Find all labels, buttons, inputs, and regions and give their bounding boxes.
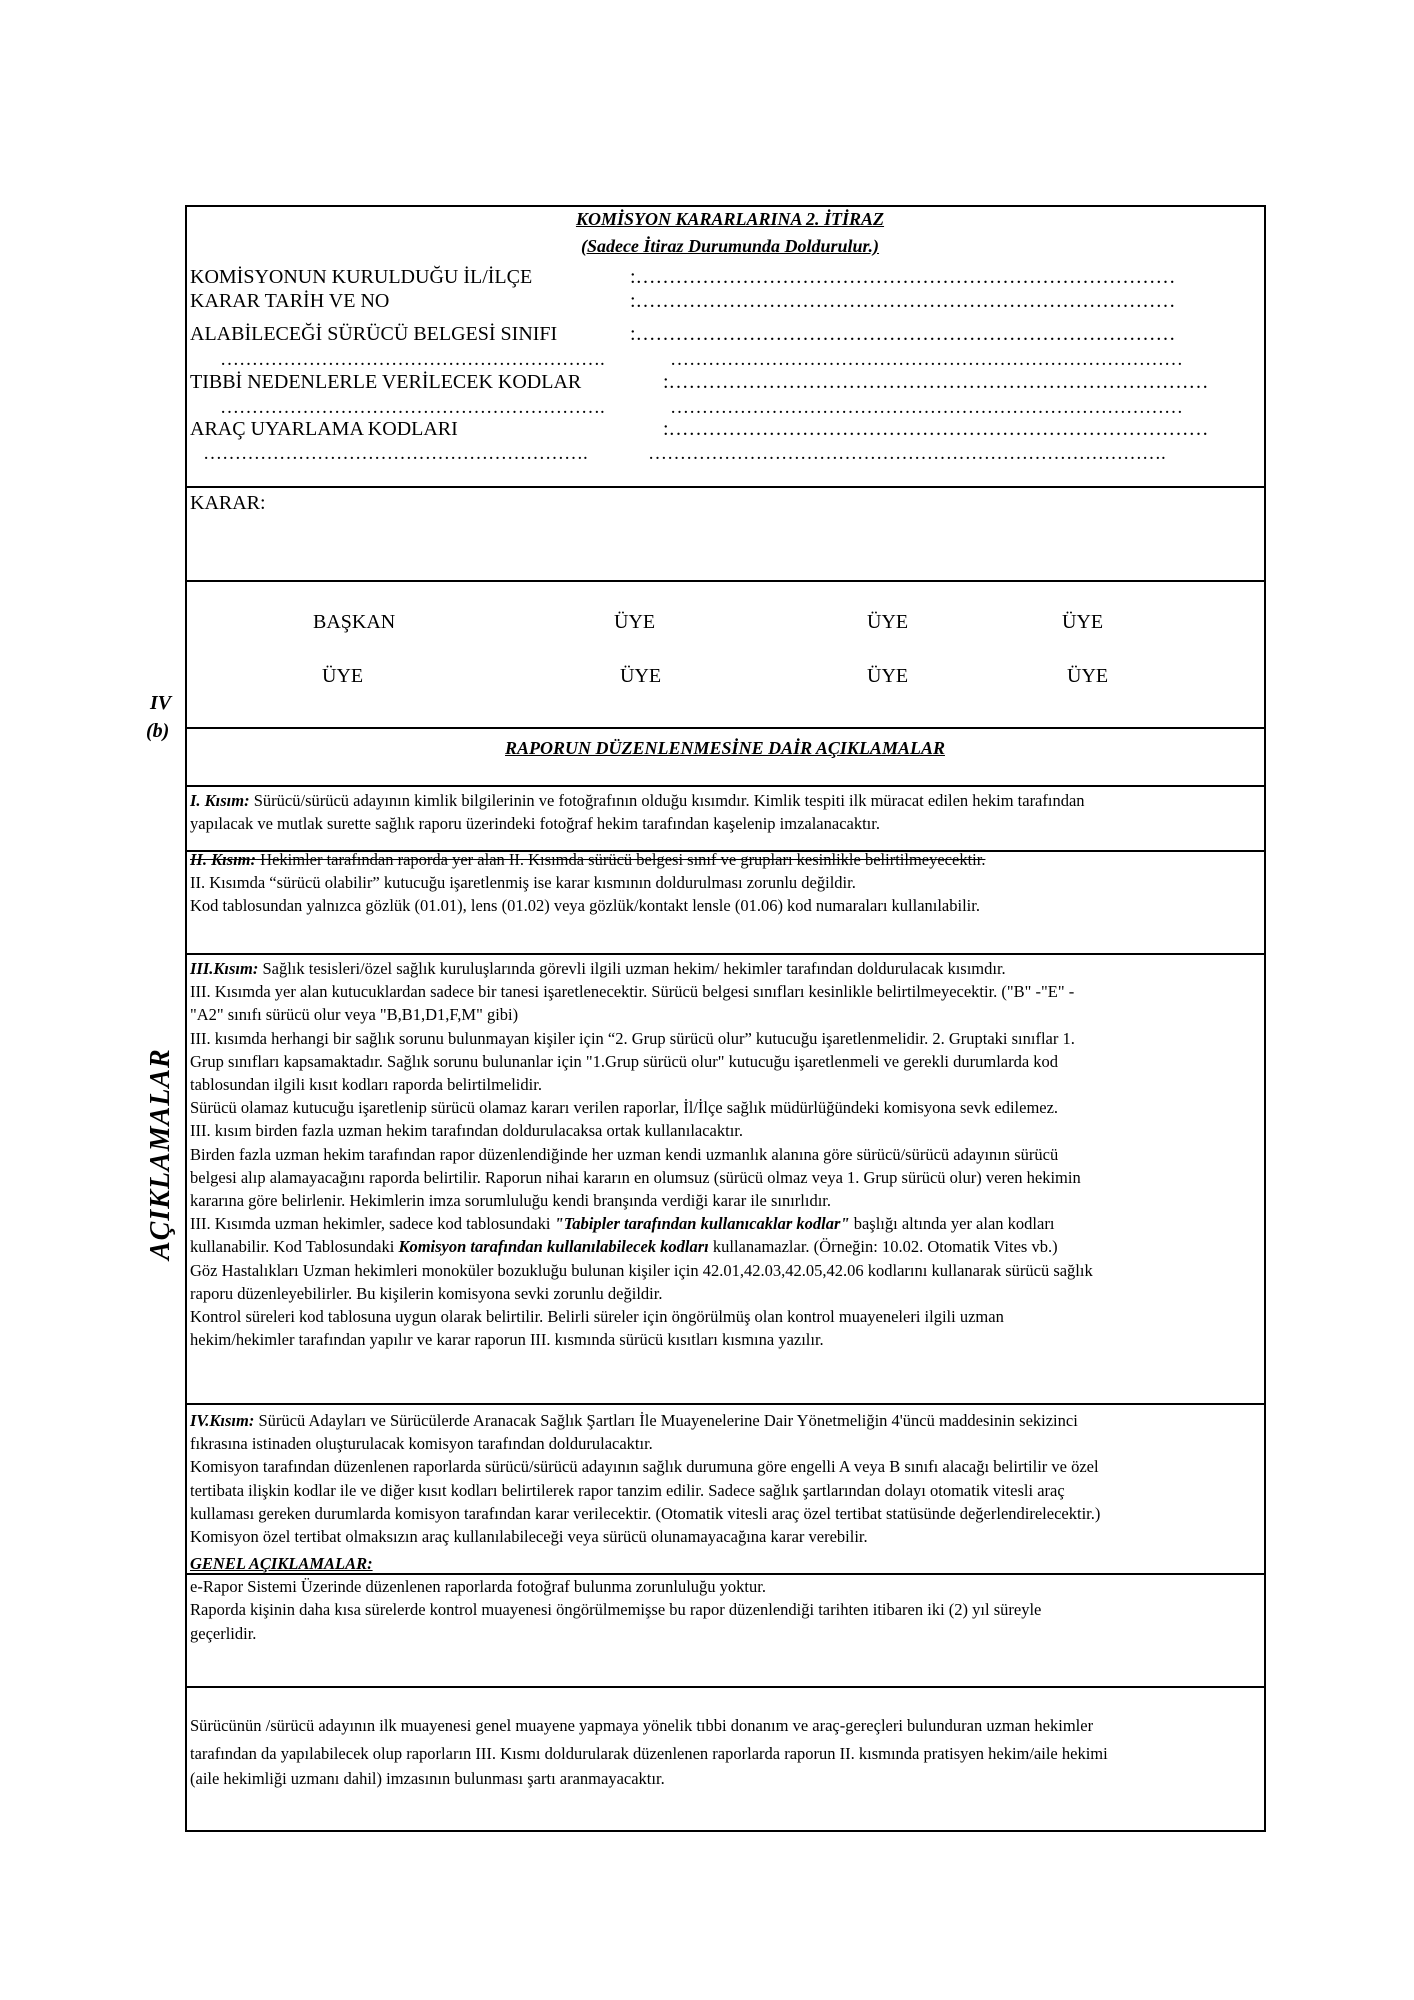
part3-line: III. Kısımda yer alan kutucuklardan sadece bir tanesi işaretlenecektir. Sürücü belgesi sınıfları kesinlikle belirtilmeyecektir. ("B" -"E" - [190,982,1075,1002]
general-line: Raporda kişinin daha kısa sürelerde kontrol muayenesi öngörülmemişse bu rapor düzenlendiği tarihten itibaren iki (2) yıl süreyle [190,1600,1042,1620]
part3-codes-before: III. Kısımda uzman hekimler, sadece kod tablosundaki [190,1214,555,1234]
part3-codes2-emph: Komisyon tarafından kullanılabilecek kodları [398,1237,709,1257]
frame-top-border [185,205,1266,207]
part3-line: Grup sınıfları kapsamaktadır. Sağlık sorunu bulunanlar için "1.Grup sürücü olur" kutucuğu işaretlenmeli ve gerekli durumlarda kod [190,1051,1059,1071]
part4-line: tertibata ilişkin kodlar ile ve diğer kısıt kodları belirtilerek rapor tanzim edilir. Sadece sağlık şartlarından dolayı otomatik vitesli araç [190,1480,1065,1500]
general-heading [190,1552,1270,1575]
divider-final-top [185,1686,1266,1688]
part4-line [190,1409,1270,1432]
general-line: e-Rapor Sistemi Üzerinde düzenlenen raporlarda fotoğraf bulunma zorunluluğu yoktur. [190,1577,766,1597]
general-text [190,1552,1270,1645]
part3-line: raporu düzenleyebilirler. Bu kişilerin komisyona sevki zorunlu değildir. [190,1283,663,1303]
dotted-line-left-3[interactable]: ……………………………………………………. [203,443,588,464]
field-value-tibbi-kodlar[interactable]: :……………………………………………………………………… [663,371,1209,393]
final-line: tarafından da yapılabilecek olup raporların III. Kısmı doldurularak düzenlenen raporlarda raporun II. kısmında pratisyen hekim/aile hekimi [190,1744,1108,1763]
part3-line-text: Sağlık tesisleri/özel sağlık kuruluşlarında görevli ilgili uzman hekim/ hekimler tarafından doldurulacak kısımdır. [258,959,1006,978]
signature-uye: ÜYE [322,665,364,687]
part4-heading: IV.Kısım: [190,1411,255,1430]
side-label-aciklamalar: AÇIKLAMALAR [145,1048,176,1260]
part2-line: Kod tablosundan yalnızca gözlük (01.01), lens (01.02) veya gözlük/kontakt lensle (01.06) kod numaraları kullanılabilir. [190,896,980,916]
part3-line: Kontrol süreleri kod tablosuna uygun olarak belirtilir. Belirli süreler için öngörülmüş olan kontrol muayeneleri ilgili uzman [190,1307,1004,1327]
part4-line: kullaması gereken durumlarda komisyon tarafından karar verilecektir. (Otomatik vitesli araç özel tertibat statüsünde değerlendirelecektir.) [190,1503,1101,1523]
part3-line: Sürücü olamaz kutucuğu işaretlenip sürücü olamaz kararı verilen raporlar, İl/İlçe sağlık müdürlüğündeki komisyona sevk edilemez. [190,1098,1059,1118]
part2-heading: II. Kısım: [190,850,257,869]
dotted-line-right-3[interactable]: ………………………………………………………………………. [648,443,1166,464]
dotted-line-left-1[interactable]: ……………………………………………………. [220,349,605,370]
signature-uye: ÜYE [614,611,656,633]
side-label-part: IV [150,692,172,714]
part1-line [190,789,1270,812]
part3-heading: III.Kısım: [190,959,259,978]
part3-line [190,1212,1270,1235]
part1-line: yapılacak ve mutlak surette sağlık raporu üzerindeki fotoğraf hekim tarafından kaşelenip imzalanacaktır. [190,814,880,834]
part3-codes-after: başlığı altında yer alan kodları [849,1214,1055,1234]
part2-line [190,848,1270,871]
signature-uye: ÜYE [867,665,909,687]
signature-uye: ÜYE [867,611,909,633]
field-label-karar-tarih: KARAR TARİH VE NO [190,290,390,312]
part4-text [190,1409,1270,1548]
part3-line: tablosundan ilgili kısıt kodları raporda belirtilmelidir. [190,1075,542,1095]
signature-uye: ÜYE [620,665,662,687]
field-label-arac-uyarlama: ARAÇ UYARLAMA KODLARI [190,418,458,440]
explanations-title: RAPORUN DÜZENLENMESİNE DAİR AÇIKLAMALAR [505,738,945,758]
dotted-line-right-2[interactable]: ……………………………………………………………………… [670,397,1183,418]
field-value-belge-sinifi[interactable]: :……………………………………………………………………… [630,323,1176,345]
part4-line: Komisyon özel tertibat olmaksızın araç kullanılabileceği veya sürücü olunamayacağına karar verebilir. [190,1527,868,1547]
divider-part2-bottom [185,953,1266,955]
side-label-sub: (b) [146,720,170,742]
field-value-il-ilce[interactable]: :……………………………………………………………………… [630,266,1176,288]
final-line: Sürücünün /sürücü adayının ilk muayenesi genel muayene yapmaya yönelik tıbbi donanım ve araç-gereçleri bulunduran uzman hekimler [190,1716,1094,1735]
dotted-line-right-1[interactable]: ……………………………………………………………………… [670,349,1183,370]
frame-left-border [185,205,187,1832]
karar-label: KARAR: [190,492,266,514]
divider-signatures-bottom [185,727,1266,729]
field-value-arac-uyarlama[interactable]: :……………………………………………………………………… [663,418,1209,440]
field-label-belge-sinifi: ALABİLECEĞİ SÜRÜCÜ BELGESİ SINIFI [190,323,558,345]
signature-uye: ÜYE [1062,611,1104,633]
divider-karar-top [185,486,1266,488]
part3-line: "A2" sınıfı sürücü olur veya "B,B1,D1,F,M" gibi) [190,1005,519,1025]
part3-line [190,1235,1270,1258]
final-line: (aile hekimliği uzmanı dahil) imzasının bulunması şartı aranmayacaktır. [190,1769,665,1788]
part4-line: fıkrasına istinaden oluşturulacak komisyon tarafından doldurulacaktır. [190,1434,653,1454]
part3-codes2-before: kullanabilir. Kod Tablosundaki [190,1237,399,1257]
part3-line: III. kısım birden fazla uzman hekim tarafından doldurulacaksa ortak kullanılacaktır. [190,1121,743,1141]
signature-baskan: BAŞKAN [313,611,396,633]
divider-explanations-title [185,785,1266,787]
part4-line-text: Sürücü Adayları ve Sürücülerde Aranacak Sağlık Şartları İle Muayenelerine Dair Yönetmeliğin 4'üncü maddesinin sekizinci [254,1411,1078,1430]
part1-heading: I. Kısım: [190,791,250,810]
part2-text [190,848,1270,918]
part3-line [190,957,1270,980]
part3-line: Göz Hastalıkları Uzman hekimleri monoküler bozukluğu bulunan kişiler için 42.01,42.03,42.05,42.06 kodlarını kullanarak sürücü sağlık [190,1260,1093,1280]
signature-uye: ÜYE [1067,665,1109,687]
part3-line: Birden fazla uzman hekim tarafından rapor düzenlendiğinde her uzman kendi uzmanlık alanına göre sürücü/sürücü adayının sürücü [190,1144,1059,1164]
part3-line: belgesi alıp alamayacağını raporda belirtilir. Raporun nihai kararın en olumsuz (sürücü olmaz veya 1. Grup sürücü olur) veren hekimin [190,1167,1081,1187]
divider-part3-bottom [185,1403,1266,1405]
part2-line-text: Hekimler tarafından raporda yer alan II. Kısımda sürücü belgesi sınıf ve grupları kesinlikle belirtilmeyecektir. [256,850,986,869]
section-subtitle: (Sadece İtiraz Durumunda Doldurulur.) [580,236,880,256]
general-line: geçerlidir. [190,1623,257,1643]
divider-karar-bottom [185,580,1266,582]
part1-line-text: Sürücü/sürücü adayının kimlik bilgilerinin ve fotoğrafının olduğu kısımdır. Kimlik tespiti ilk müracat edilen hekim tarafından [249,791,1085,810]
frame-bottom-border [185,1830,1266,1832]
section-title: KOMİSYON KARARLARINA 2. İTİRAZ [575,209,885,229]
part3-line: hekim/hekimler tarafından yapılır ve karar raporun III. kısmında sürücü kısıtları kısmına yazılır. [190,1330,824,1350]
part2-line: II. Kısımda “sürücü olabilir” kutucuğu işaretlenmiş ise karar kısmının doldurulması zorunlu değildir. [190,873,856,893]
part3-text [190,957,1270,1351]
part3-codes-emph: "Tabipler tarafından kullanıcaklar kodlar" [554,1214,850,1234]
field-label-tibbi-kodlar: TIBBİ NEDENLERLE VERİLECEK KODLAR [190,371,582,393]
dotted-line-left-2[interactable]: ……………………………………………………. [220,397,605,418]
field-label-il-ilce: KOMİSYONUN KURULDUĞU İL/İLÇE [190,266,533,288]
general-heading-text: GENEL AÇIKLAMALAR: [190,1554,373,1573]
part1-text [190,789,1270,835]
final-text [190,1712,1270,1790]
part3-line: III. kısımda herhangi bir sağlık sorunu bulunmayan kişiler için “2. Grup sürücü olur” kutucuğu işaretlenmelidir. 2. Gruptaki sınıflar 1. [190,1028,1075,1048]
part4-line: Komisyon tarafından düzenlenen raporlarda sürücü/sürücü adayının sağlık durumuna göre engelli A veya B sınıfı alacağı belirtilir ve özel [190,1457,1099,1477]
field-value-karar-tarih[interactable]: :……………………………………………………………………… [630,290,1176,312]
part3-line: kararına göre belirlenir. Hekimlerin imza sorumluluğu kendi branşında verdiği karar ile sınırlıdır. [190,1191,832,1211]
part3-codes2-after: kullanamazlar. (Örneğin: 10.02. Otomatik Vites vb.) [708,1237,1058,1257]
